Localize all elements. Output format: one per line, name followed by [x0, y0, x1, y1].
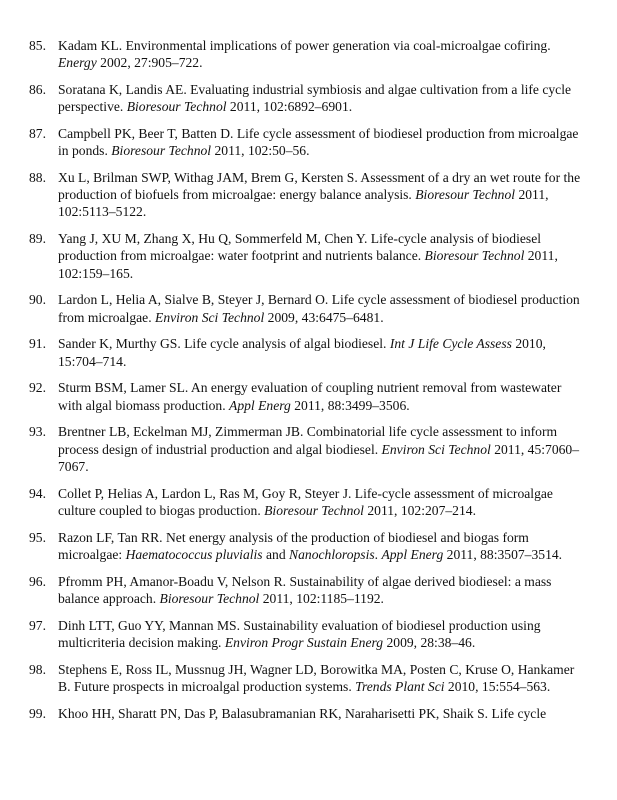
reference-text [58, 37, 583, 71]
reference-journal-italic: Bioresour Technol [415, 187, 516, 203]
reference-text-segment: Lardon L, Helia A, Sialve B, Steyer J, Bernard O. Life cycle assessment of biodiesel production from microalgae. [58, 292, 580, 325]
reference-item [0, 423, 617, 475]
reference-item [0, 37, 617, 71]
reference-item [0, 169, 617, 221]
reference-text [58, 125, 583, 159]
reference-text [58, 230, 583, 282]
reference-number-text: 86. [29, 82, 46, 97]
reference-number-text: 89. [29, 231, 46, 247]
reference-text-segment: Soratana K, Landis AE. Evaluating industrial symbiosis and algae cultivation from a life cycle perspective. [58, 82, 572, 115]
reference-text-segment: 2010, 15:554–563. [444, 678, 551, 694]
reference-journal-italic: Energy [58, 55, 97, 71]
reference-text-segment: Sander K, Murthy GS. Life cycle analysis of algal biodiesel. [58, 336, 390, 352]
reference-text-segment: Stephens E, Ross IL, Mussnug JH, Wagner LD, Borowitka MA, Posten C, Kruse O, Hankamer B. Future prospects in microalgal production systems. [58, 661, 575, 694]
reference-item [0, 81, 617, 115]
reference-text-segment: and [262, 546, 290, 562]
reference-item [0, 291, 617, 325]
reference-item [0, 379, 617, 413]
reference-text-segment: . [374, 546, 382, 562]
reference-number [29, 169, 55, 186]
reference-list [0, 37, 617, 731]
reference-number [29, 37, 55, 54]
reference-text-segment: Dinh LTT, Guo YY, Mannan MS. Sustainability evaluation of biodiesel production using multicriteria decision making. [58, 617, 541, 650]
reference-item [0, 661, 617, 695]
reference-number [29, 617, 55, 634]
reference-number [29, 379, 55, 396]
reference-number [29, 661, 55, 678]
reference-text [58, 169, 583, 221]
reference-journal-italic: Environ Sci Technol [155, 309, 265, 325]
reference-journal-italic: Environ Sci Technol [381, 441, 491, 457]
reference-number [29, 485, 55, 502]
reference-number-text: 90. [29, 292, 46, 308]
reference-text-segment: 2011, 88:3507–3514. [443, 546, 563, 562]
reference-number-text: 99. [29, 705, 46, 721]
reference-text-segment: Pfromm PH, Amanor-Boadu V, Nelson R. Sustainability of algae derived biodiesel: a mass balance approach. [58, 573, 552, 606]
reference-text-segment: 2011, 88:3499–3506. [290, 397, 410, 413]
reference-text [58, 81, 583, 115]
reference-item [0, 573, 617, 607]
reference-text-segment: Campbell PK, Beer T, Batten D. Life cycle assessment of biodiesel production from microalgae in ponds. [58, 126, 579, 159]
reference-text [58, 529, 583, 563]
reference-number [29, 423, 55, 440]
reference-text-segment: 2011, 102:6892–6901. [226, 99, 353, 115]
reference-number [29, 335, 55, 352]
reference-number-text: 95. [29, 529, 46, 545]
reference-text-segment: 2011, 102:50–56. [211, 143, 310, 159]
reference-text [58, 423, 583, 475]
reference-journal-italic: Appl Energ [229, 397, 291, 413]
reference-number-text: 87. [29, 126, 46, 141]
reference-journal-italic: Bioresour Technol [126, 99, 227, 115]
reference-item [0, 529, 617, 563]
reference-text-segment: Kadam KL. Environmental implications of power generation via coal-microalgae cofiring. [58, 38, 551, 53]
reference-journal-italic: Appl Energ [381, 546, 444, 562]
reference-journal-italic: Trends Plant Sci [355, 678, 445, 694]
reference-number-text: 96. [29, 573, 46, 589]
reference-text-segment: Collet P, Helias A, Lardon L, Ras M, Goy R, Steyer J. Life-cycle assessment of microalgae culture coupled to biogas production. [58, 485, 553, 518]
reference-text [58, 335, 583, 369]
reference-text-segment: Xu L, Brilman SWP, Withag JAM, Brem G, Kersten S. Assessment of a dry an wet route for the production of biofuels from microalgae: energy balance analysis. [58, 170, 581, 203]
reference-journal-italic: Bioresour Technol [424, 248, 525, 264]
reference-text-segment: 2010, 15:704–714. [58, 336, 546, 369]
reference-journal-italic: Environ Progr Sustain Energ [224, 634, 384, 650]
reference-text-segment: 2011, 102:207–214. [363, 502, 476, 518]
reference-text [58, 573, 583, 607]
reference-item [0, 485, 617, 519]
reference-text [58, 705, 583, 722]
reference-number-text: 91. [29, 336, 46, 352]
reference-number [29, 81, 55, 98]
reference-text-segment: 2009, 43:6475–6481. [264, 309, 384, 325]
reference-number-text: 94. [29, 485, 46, 501]
reference-item [0, 125, 617, 159]
reference-text [58, 291, 583, 325]
reference-text-segment: Yang J, XU M, Zhang X, Hu Q, Sommerfeld M, Chen Y. Life-cycle analysis of biodiesel production from microalgae: water footprint and nutrients balance. [58, 231, 542, 264]
reference-text-segment: Brentner LB, Eckelman MJ, Zimmerman JB. Combinatorial life cycle assessment to inform process design of industrial production and algal biodiesel. [58, 424, 558, 457]
reference-number [29, 529, 55, 546]
reference-text-segment: 2011, 45:7060–7067. [58, 441, 580, 474]
reference-number-text: 85. [29, 38, 46, 53]
reference-text-segment: Sturm BSM, Lamer SL. An energy evaluation of coupling nutrient removal from wastewater with algal biomass production. [58, 380, 562, 413]
reference-text-segment: 2011, 102:5113–5122. [58, 187, 549, 220]
reference-journal-italic: Bioresour Technol [159, 590, 260, 606]
reference-journal-italic: Bioresour Technol [111, 143, 212, 159]
reference-journal-italic: Haematococcus pluvialis [125, 546, 263, 562]
reference-text [58, 617, 583, 651]
reference-item [0, 335, 617, 369]
reference-text-segment: Razon LF, Tan RR. Net energy analysis of the production of biodiesel and biogas form microalgae: [58, 529, 529, 562]
reference-number [29, 230, 55, 247]
reference-text-segment: 2011, 102:159–165. [58, 248, 558, 281]
reference-number-text: 97. [29, 617, 46, 633]
reference-journal-italic: Bioresour Technol [264, 502, 364, 518]
reference-number-text: 88. [29, 170, 46, 185]
reference-text-segment: 2009, 28:38–46. [383, 634, 476, 650]
reference-text-segment: Khoo HH, Sharatt PN, Das P, Balasubramanian RK, Naraharisetti PK, Shaik S. Life cycle [58, 705, 547, 721]
reference-number [29, 705, 55, 722]
reference-item [0, 230, 617, 282]
reference-item [0, 617, 617, 651]
reference-journal-italic: Int J Life Cycle Assess [389, 336, 512, 352]
reference-item [0, 705, 617, 722]
reference-number-text: 98. [29, 661, 46, 677]
reference-text-segment: 2002, 27:905–722. [96, 55, 203, 71]
reference-text-segment: 2011, 102:1185–1192. [259, 590, 384, 606]
reference-journal-italic: Nanochloropsis [289, 546, 375, 562]
reference-text [58, 661, 583, 695]
reference-number [29, 291, 55, 308]
reference-number [29, 125, 55, 142]
reference-number-text: 92. [29, 380, 46, 396]
reference-text [58, 379, 583, 413]
reference-number [29, 573, 55, 590]
reference-text [58, 485, 583, 519]
reference-number-text: 93. [29, 424, 46, 440]
